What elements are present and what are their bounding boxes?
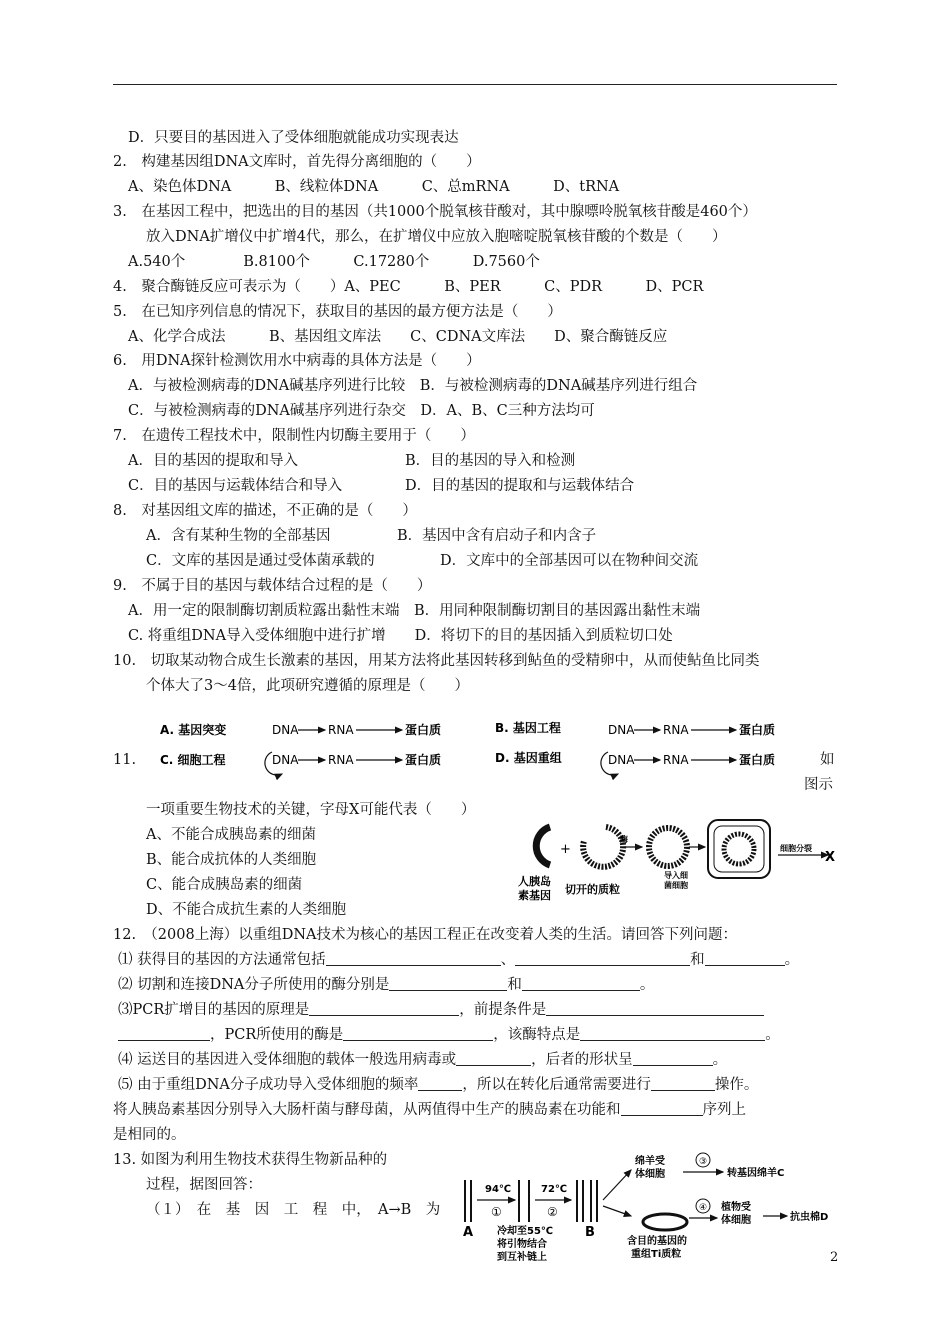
q13-step-2: ② <box>547 1205 558 1219</box>
q8-option-b: B．基因中含有启动子和内含子 <box>397 528 597 544</box>
q11-option-a: A、不能合成胰岛素的细菌 <box>146 827 316 843</box>
q13-cool-2: 将引物结合 <box>497 1239 547 1250</box>
q12-p2-text-b: 和 <box>507 977 522 993</box>
q11-tushi: 图示 <box>804 777 833 793</box>
q10-opt-b-dna: DNA <box>608 723 635 737</box>
header-rule <box>113 84 837 85</box>
q5-options: A、化学合成法 B、基因组文库法 C、CDNA文库法 D、聚合酶链反应 <box>128 329 668 345</box>
q2-stem: 2. 构建基因组DNA文库时，首先得分离细胞的（ ） <box>113 154 481 170</box>
q13-temp-72: 72℃ <box>541 1184 568 1195</box>
q13-sheep-1: 绵羊受 <box>635 1156 665 1167</box>
q10-opt-a-dna: DNA <box>272 723 299 737</box>
q11-option-b: B、能合成抗体的人类细胞 <box>146 852 317 868</box>
q11-import-label-1: 导入细 <box>664 871 688 880</box>
q7-option-a: A．目的基因的提取和导入 <box>128 453 298 469</box>
q10-opt-a-protein: 蛋白质 <box>405 723 442 737</box>
q12-p3-text-e: 。 <box>765 1027 780 1043</box>
q11-plasmid-label: 切开的质粒 <box>565 883 620 896</box>
q12-p3-blank-2-cont[interactable] <box>118 1026 210 1041</box>
q12-p1-text-c: 和 <box>690 952 705 968</box>
q12-p2-blank-2[interactable] <box>522 976 640 991</box>
q11-gene-label-1: 人胰岛 <box>518 875 551 888</box>
q13-stem-2: 过程，据图回答： <box>146 1177 262 1193</box>
q13-ti-1: 含目的基因的 <box>627 1236 687 1247</box>
q5-stem: 5. 在已知序列信息的情况下，获取目的基因的最方便方法是（ ） <box>113 304 562 320</box>
q12-stem: 12. （2008上海）以重组DNA技术为核心的基因工程正在改变着人类的生活。请回答下列问题： <box>113 927 737 943</box>
q12-part-5-cont <box>113 1100 746 1120</box>
q10-opt-c-protein: 蛋白质 <box>405 753 442 767</box>
q8-option-c: C．文库的基因是通过受体菌承载的 <box>146 553 375 569</box>
q13-cotton-label: 抗虫棉D <box>790 1212 829 1223</box>
q12-p4-text-c: 。 <box>712 1052 728 1068</box>
q13-plant-1: 植物受 <box>721 1202 751 1213</box>
q12-p5-text-a: ⑸ 由于重组DNA分子成功导入受体细胞的频率 <box>118 1077 419 1093</box>
q10-opt-d-rna: RNA <box>663 753 689 767</box>
q13-ti-2: 重组Ti质粒 <box>631 1249 682 1260</box>
q12-part-4 <box>118 1050 727 1070</box>
q3-stem-1: 3. 在基因工程中，把选出的目的基因（共1000个脱氧核苷酸对，其中腺嘌呤脱氧核苷酸是460个） <box>113 204 757 220</box>
q11-bacterial-cell <box>708 820 770 878</box>
q12-part-1 <box>118 950 799 970</box>
q13-step-4: ④ <box>699 1203 708 1213</box>
q12-p1-text-a: ⑴ 获得目的基因的方法通常包括 <box>118 952 326 968</box>
q7-option-c: C．目的基因与运载体结合和导入 <box>128 478 343 494</box>
q12-part-3 <box>118 1000 764 1020</box>
q13-step-3: ③ <box>699 1157 708 1167</box>
q10-opt-c-label: C. 细胞工程 <box>160 753 226 767</box>
q12-p3-text-c: ，PCR所使用的酶是 <box>210 1027 344 1043</box>
q11-cut-plasmid <box>583 827 623 867</box>
q11-option-d: D、不能合成抗生素的人类细胞 <box>146 902 347 918</box>
q10-opt-c-rna: RNA <box>328 753 354 767</box>
q13-goat-label: 转基因绵羊C <box>727 1168 785 1179</box>
q12-p5-blank-3[interactable] <box>621 1101 703 1116</box>
q11-ru: 如 <box>820 752 835 768</box>
q12-p1-blank-3[interactable] <box>705 951 785 966</box>
q13-stem-3: （１） 在 基 因 工 程 中， A→B 为 <box>146 1202 441 1218</box>
q11-gene-label-2: 素基因 <box>518 889 551 902</box>
q12-p5-text-d: 将人胰岛素基因分别导入大肠杆菌与酵母菌，从两值得中生产的胰岛素在功能和 <box>113 1102 621 1118</box>
q13-figure <box>455 1150 845 1270</box>
q12-p3-blank-1[interactable] <box>309 1001 459 1016</box>
q13-label-a: A <box>463 1225 474 1240</box>
q12-p4-text-b: ，后者的形状呈 <box>531 1052 633 1068</box>
q13-sheep-2: 体细胞 <box>635 1169 665 1180</box>
q12-p4-blank-1[interactable] <box>456 1051 531 1066</box>
q13-cool-3: 到互补链上 <box>497 1252 547 1263</box>
q12-p5-text-b: ，所以在转化后通常需要进行 <box>462 1077 651 1093</box>
q8-stem: 8. 对基因组文库的描述，不正确的是（ ） <box>113 503 417 519</box>
q12-p3-blank-2[interactable] <box>546 1001 764 1016</box>
q13-step-1: ① <box>491 1205 502 1219</box>
q2-options: A、染色体DNA B、线粒体DNA C、总mRNA D、tRNA <box>128 179 620 195</box>
q12-p1-blank-1[interactable] <box>326 951 501 966</box>
q11-figure <box>510 815 840 915</box>
q9-stem: 9. 不属于目的基因与载体结合过程的是（ ） <box>113 578 432 594</box>
q11-recombinant-plasmid <box>649 828 687 866</box>
q12-p2-text-c: 。 <box>639 977 655 993</box>
q3-options: A.540个 B.8100个 C.17280个 D.7560个 <box>128 254 540 270</box>
q11-number: 11. <box>113 752 137 768</box>
q4-line: 4. 聚合酶链反应可表示为（ ）A、PEC B、PER C、PDR D、PCR <box>113 279 704 295</box>
q11-x-label: X <box>825 850 836 865</box>
q12-p3-blank-3[interactable] <box>343 1026 493 1041</box>
q3-stem-2: 放入DNA扩增仪中扩增4代，那么，在扩增仪中应放入胞嘧啶脱氧核苷酸的个数是（ ） <box>146 229 727 245</box>
q10-opt-a-rna: RNA <box>328 723 354 737</box>
q7-stem: 7. 在遗传工程技术中，限制性内切酶主要用于（ ） <box>113 428 475 444</box>
q13-label-b: B <box>585 1225 595 1240</box>
q13-arrow-sheep <box>603 1170 631 1200</box>
q12-part-2 <box>118 975 654 995</box>
q6-stem: 6. 用DNA探针检测饮用水中病毒的具体方法是（ ） <box>113 353 481 369</box>
q10-opt-d-protein: 蛋白质 <box>739 753 776 767</box>
q12-p5-blank-2[interactable] <box>651 1076 715 1091</box>
q7-option-b: B．目的基因的导入和检测 <box>405 453 576 469</box>
q12-p3-text-b: ，前提条件是 <box>459 1002 547 1018</box>
q10-opt-a-label: A. 基因突变 <box>160 723 227 737</box>
q11-plus: + <box>560 842 571 857</box>
q12-part-5-end: 是相同的。 <box>113 1127 186 1143</box>
q7-option-d: D．目的基因的提取和与运载体结合 <box>405 478 635 494</box>
q8-option-d: D．文库中的全部基因可以在物种间交流 <box>440 553 699 569</box>
q13-ti-plasmid <box>643 1214 687 1230</box>
q10-opt-b-protein: 蛋白质 <box>739 723 776 737</box>
q10-stem-2: 个体大了3～4倍，此项研究遵循的原理是（ ） <box>146 678 469 694</box>
q12-p1-text-d: 。 <box>784 952 800 968</box>
q11-import-label-2: 菌细胞 <box>664 881 688 890</box>
q12-p3-text-d: ，该酶特点是 <box>493 1027 581 1043</box>
q9-options-cd: C. 将重组DNA导入受体细胞中进行扩增 D．将切下的目的基因插入到质粒切口处 <box>128 628 673 644</box>
q10-opt-b-label: B. 基因工程 <box>495 721 561 735</box>
q6-options-cd: C．与被检测病毒的DNA碱基序列进行杂交 D．A、B、C三种方法均可 <box>128 403 595 419</box>
q10-opt-d-label: D. 基因重组 <box>495 751 562 765</box>
q11-cell-plasmid <box>724 834 754 864</box>
q12-p5-blank-1[interactable] <box>418 1076 462 1091</box>
q13-stem-1: 13. 如图为利用生物技术获得生物新品种的 <box>113 1152 388 1168</box>
q13-cool-1: 冷却至55℃ <box>497 1226 554 1237</box>
q12-p5-text-e: 序列上 <box>702 1102 746 1118</box>
page-number: 2 <box>830 1250 839 1265</box>
q10-stem-1: 10. 切取某动物合成生长激素的基因，用某方法将此基因转移到鲇鱼的受精卵中，从而使鲇鱼比同类 <box>113 653 760 669</box>
q12-part-3-cont <box>118 1025 780 1045</box>
q12-p1-text-b: 、 <box>500 952 516 968</box>
q1-option-d: D．只要目的基因进入了受体细胞就能成功实现表达 <box>128 130 459 146</box>
q12-part-5 <box>118 1075 758 1095</box>
q10-opt-b-rna: RNA <box>663 723 689 737</box>
q11-gene-fragment <box>536 827 550 865</box>
q12-p2-blank-1[interactable] <box>389 976 507 991</box>
q12-p4-blank-2[interactable] <box>633 1051 713 1066</box>
q10-options-figure <box>150 712 800 782</box>
q6-options-ab: A．与被检测病毒的DNA碱基序列进行比较 B．与被检测病毒的DNA碱基序列进行组合 <box>128 378 698 394</box>
q11-option-c: C、能合成胰岛素的细菌 <box>146 877 303 893</box>
q12-p3-blank-4[interactable] <box>580 1026 765 1041</box>
q8-option-a: A．含有某种生物的全部基因 <box>146 528 331 544</box>
q9-options-ab: A．用一定的限制酶切割质粒露出黏性末端 B．用同种限制酶切割目的基因露出黏性末端 <box>128 603 701 619</box>
q12-p3-text-a: ⑶PCR扩增目的基因的原理是 <box>118 1002 310 1018</box>
q12-p4-text-a: ⑷ 运送目的基因进入受体细胞的载体一般选用病毒或 <box>118 1052 457 1068</box>
q13-plant-2: 体细胞 <box>721 1215 751 1226</box>
q10-opt-d-dna: DNA <box>608 753 635 767</box>
q11-enzyme-label: 酶 <box>620 835 628 844</box>
q11-stem: 一项重要生物技术的关键，字母X可能代表（ ） <box>146 802 476 818</box>
q12-p5-text-c: 操作。 <box>714 1077 759 1093</box>
q10-opt-c-dna: DNA <box>272 753 299 767</box>
q12-p1-blank-2[interactable] <box>515 951 690 966</box>
q12-p2-text-a: ⑵ 切割和连接DNA分子所使用的酶分别是 <box>118 977 390 993</box>
q13-arrow-plant <box>603 1206 631 1216</box>
q11-division-label: 细胞分裂 <box>780 844 812 853</box>
q13-temp-94: 94℃ <box>485 1184 512 1195</box>
